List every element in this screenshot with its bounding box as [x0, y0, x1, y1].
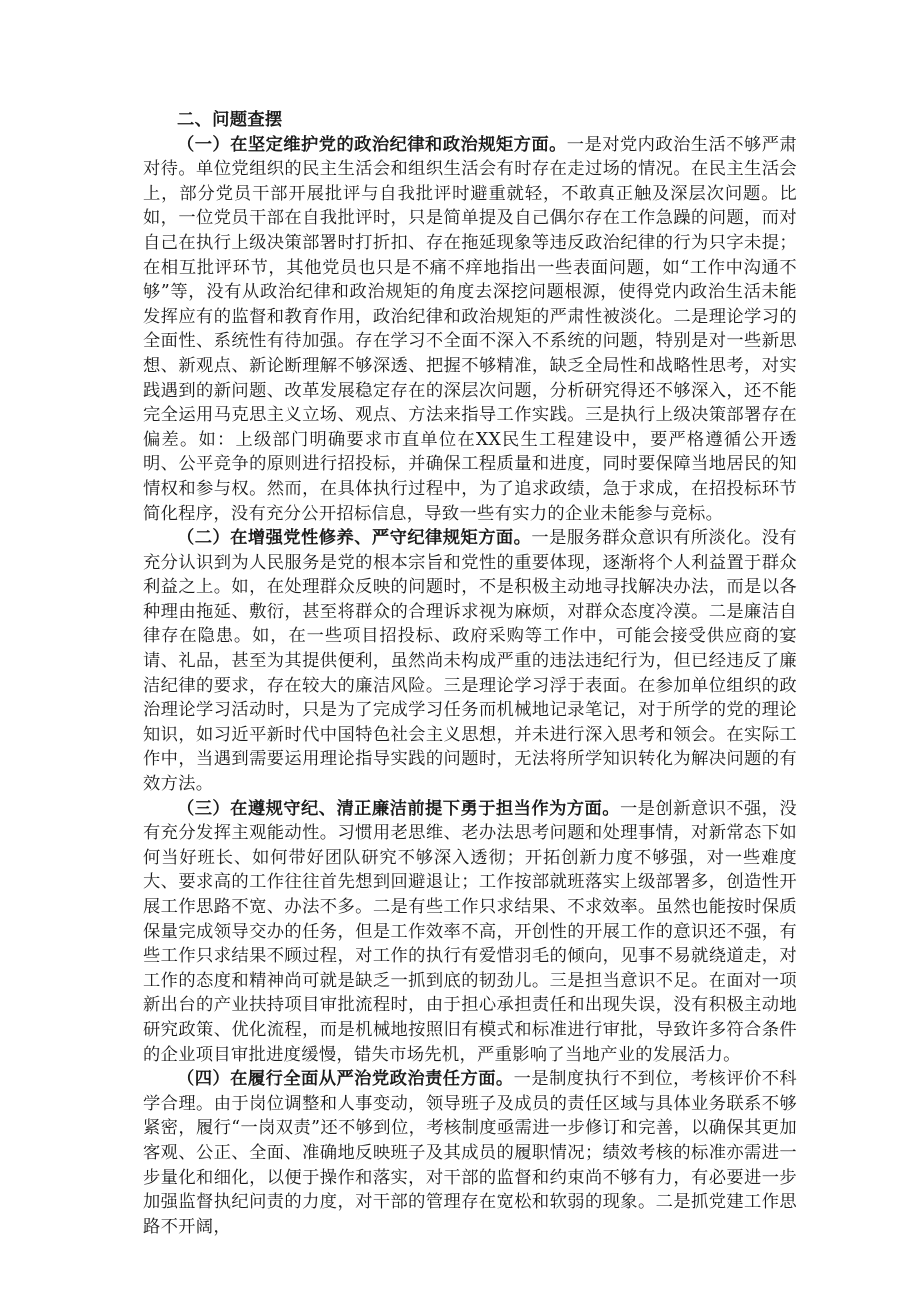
paragraph-body: 一是服务群众意识有所淡化。没有充分认识到为人民服务是党的根本宗旨和党性的重要体现，逐渐将个人利益置于群众利益之上。如，在处理群众反映的问题时，不是积极主动地寻找解决办法，而是以各种理由拖延、敷衍，甚至将群众的合理诉求视为麻烦，对群众态度冷漠。二是廉洁自律存在隐患。如，在一些项目招投标、政府采购等工作中，可能会接受供应商的宴请、礼品，甚至为其提供便利，虽然尚未构成严重的违法违纪行为，但已经违反了廉洁纪律的要求，存在较大的廉洁风险。三是理论学习浮于表面。在参加单位组织的政治理论学习活动时，只是为了完成学习任务而机械地记录笔记，对于所学的党的理论知识，如习近平新时代中国特色社会主义思想，并未进行深入思考和领会。在实际工作中，当遇到需要运用理论指导实践的问题时，无法将所学知识转化为解决问题的有效方法。: [143, 528, 797, 795]
paragraph-lead: （四）在履行全面从严治党政治责任方面。: [177, 1069, 514, 1090]
paragraph-1: [143, 133, 797, 527]
paragraph-body: 一是创新意识不强，没有充分发挥主观能动性。习惯用老思维、老办法思考问题和处理事情，对新常态下如何当好班长、如何带好团队研究不够深入透彻；开拓创新力度不够强，对一些难度大、要求高的工作往往首先想到回避退让；工作按部就班落实上级部署多，创造性开展工作思路不宽、办法不多。二是有些工作只求结果、不求效率。虽然也能按时保质保量完成领导交办的任务，但是工作效率不高，开创性的开展工作的意识还不强，有些工作只求结果不顾过程，对工作的执行有爱惜羽毛的倾向，见事不易就绕道走，对工作的态度和精神尚可就是缺乏一抓到底的韧劲儿。三是担当意识不足。在面对一项新出台的产业扶持项目审批流程时，由于担心承担责任和出现失误，没有积极主动地研究政策、优化流程，而是机械地按照旧有模式和标准进行审批，导致许多符合条件的企业项目审批进度缓慢，错失市场先机，严重影响了当地产业的发展活力。: [143, 798, 797, 1065]
document-page: [143, 108, 797, 1239]
paragraph-lead: （三）在遵规守纪、清正廉洁前提下勇于担当作为方面。: [177, 798, 620, 819]
paragraph-4: [143, 1067, 797, 1239]
paragraph-body: 一是对党内政治生活不够严肃对待。单位党组织的民主生活会和组织生活会有时存在走过场的情况。在民主生活会上，部分党员干部开展批评与自我批评时避重就轻，不敢真正触及深层次问题。比如，一位党员干部在自我批评时，只是简单提及自己偶尔存在工作急躁的问题，而对自己在执行上级决策部署时打折扣、存在拖延现象等违反政治纪律的行为只字未提；在相互批评环节，其他党员也只是不痛不痒地指出一些表面问题，如“工作中沟通不够”等，没有从政治纪律和政治规矩的角度去深挖问题根源，使得党内政治生活未能发挥应有的监督和教育作用，政治纪律和政治规矩的严肃性被淡化。二是理论学习的全面性、系统性有待加强。存在学习不全面不深入不系统的问题，特别是对一些新思想、新观点、新论断理解不够深透、把握不够精准，缺乏全局性和战略性思考，对实践遇到的新问题、改革发展稳定存在的深层次问题，分析研究得还不够深入，还不能完全运用马克思主义立场、观点、方法来指导工作实践。三是执行上级决策部署存在偏差。如：上级部门明确要求市直单位在XX民生工程建设中，要严格遵循公开透明、公平竞争的原则进行招投标，并确保工程质量和进度，同时要保障当地居民的知情权和参与权。然而，在具体执行过程中，为了追求政绩，急于求成，在招投标环节简化程序，没有充分公开招标信息，导致一些有实力的企业未能参与竞标。: [143, 134, 797, 524]
paragraph-lead: （一）在坚定维护党的政治纪律和政治规矩方面。: [177, 134, 567, 155]
paragraph-lead: （二）在增强党性修养、严守纪律规矩方面。: [177, 528, 532, 549]
paragraph-2: [143, 526, 797, 797]
paragraph-body: 一是制度执行不到位，考核评价不科学合理。由于岗位调整和人事变动，领导班子及成员的责任区域与具体业务联系不够紧密，履行“一岗双责”还不够到位，考核制度亟需进一步修订和完善，以确保其更加客观、公正、全面、准确地反映班子及其成员的履职情况；绩效考核的标准亦需进一步量化和细化，以便于操作和落实，对干部的监督和约束尚不够有力，有必要进一步加强监督执纪问责的力度，对干部的管理存在宽松和软弱的现象。二是抓党建工作思路不开阔，: [143, 1069, 797, 1237]
section-heading: 二、问题查摆: [177, 110, 283, 130]
paragraph-3: [143, 797, 797, 1068]
